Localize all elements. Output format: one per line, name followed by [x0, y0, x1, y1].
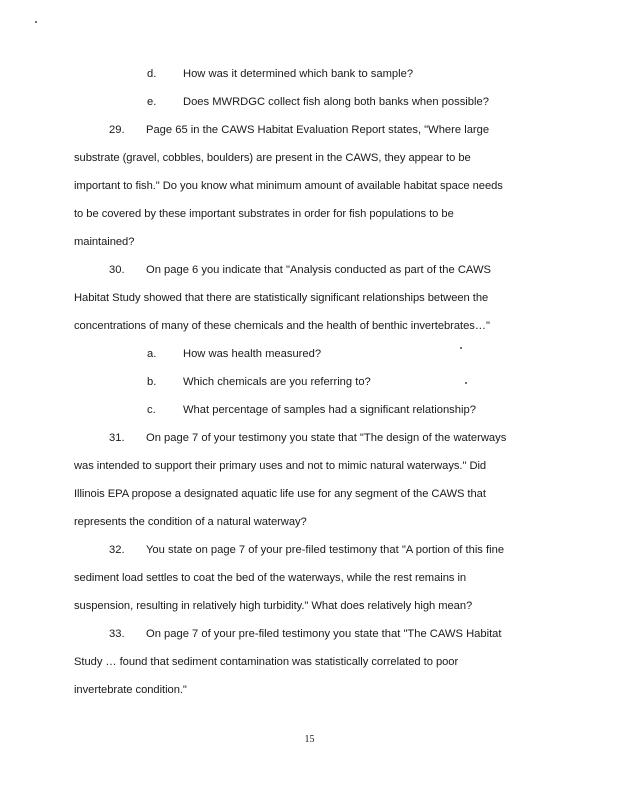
- list-item-letter: d.: [147, 68, 157, 80]
- question-first-line: On page 7 of your pre-filed testimony you state that "The CAWS Habitat: [146, 628, 502, 640]
- question-number: 32.: [109, 544, 125, 556]
- question-line: invertebrate condition.": [74, 684, 187, 696]
- scan-speck: [460, 347, 462, 349]
- question-line: maintained?: [74, 236, 135, 248]
- question-line: represents the condition of a natural waterway?: [74, 516, 307, 528]
- question-line: substrate (gravel, cobbles, boulders) are present in the CAWS, they appear to be: [74, 152, 471, 164]
- question-line: important to fish." Do you know what minimum amount of available habitat space needs: [74, 180, 503, 192]
- page-number: 15: [304, 734, 315, 745]
- list-item-letter: e.: [147, 96, 157, 108]
- question-line: suspension, resulting in relatively high turbidity." What does relatively high mean?: [74, 600, 473, 612]
- question-number: 33.: [109, 628, 125, 640]
- question-line: was intended to support their primary uses and not to mimic natural waterways." Did: [74, 460, 487, 472]
- list-item-text: How was it determined which bank to sample?: [183, 68, 414, 80]
- question-line: sediment load settles to coat the bed of the waterways, while the rest remains in: [74, 572, 467, 584]
- list-item-text: How was health measured?: [183, 348, 322, 360]
- question-first-line: On page 6 you indicate that "Analysis conducted as part of the CAWS: [146, 264, 491, 276]
- question-line: Illinois EPA propose a designated aquatic life use for any segment of the CAWS that: [74, 488, 486, 500]
- question-line: Study … found that sediment contamination was statistically correlated to poor: [74, 656, 459, 668]
- question-line: concentrations of many of these chemicals and the health of benthic invertebrates…": [74, 320, 490, 332]
- question-number: 31.: [109, 432, 125, 444]
- scan-speck: [465, 382, 467, 384]
- list-item-text: Does MWRDGC collect fish along both banks when possible?: [183, 96, 489, 108]
- question-first-line: On page 7 of your testimony you state that "The design of the waterways: [146, 432, 507, 444]
- scan-speck: [35, 21, 37, 23]
- list-item-letter: c.: [147, 404, 156, 416]
- question-first-line: You state on page 7 of your pre-filed testimony that "A portion of this fine: [146, 544, 505, 556]
- list-item-text: What percentage of samples had a significant relationship?: [183, 404, 476, 416]
- question-number: 30.: [109, 264, 125, 276]
- question-number: 29.: [109, 124, 125, 136]
- question-line: to be covered by these important substrates in order for fish populations to be: [74, 208, 454, 220]
- question-line: Habitat Study showed that there are statistically significant relationships between the: [74, 292, 489, 304]
- list-item-letter: b.: [147, 376, 157, 388]
- list-item-letter: a.: [147, 348, 157, 360]
- question-first-line: Page 65 in the CAWS Habitat Evaluation Report states, "Where large: [146, 124, 490, 136]
- list-item-text: Which chemicals are you referring to?: [183, 376, 371, 388]
